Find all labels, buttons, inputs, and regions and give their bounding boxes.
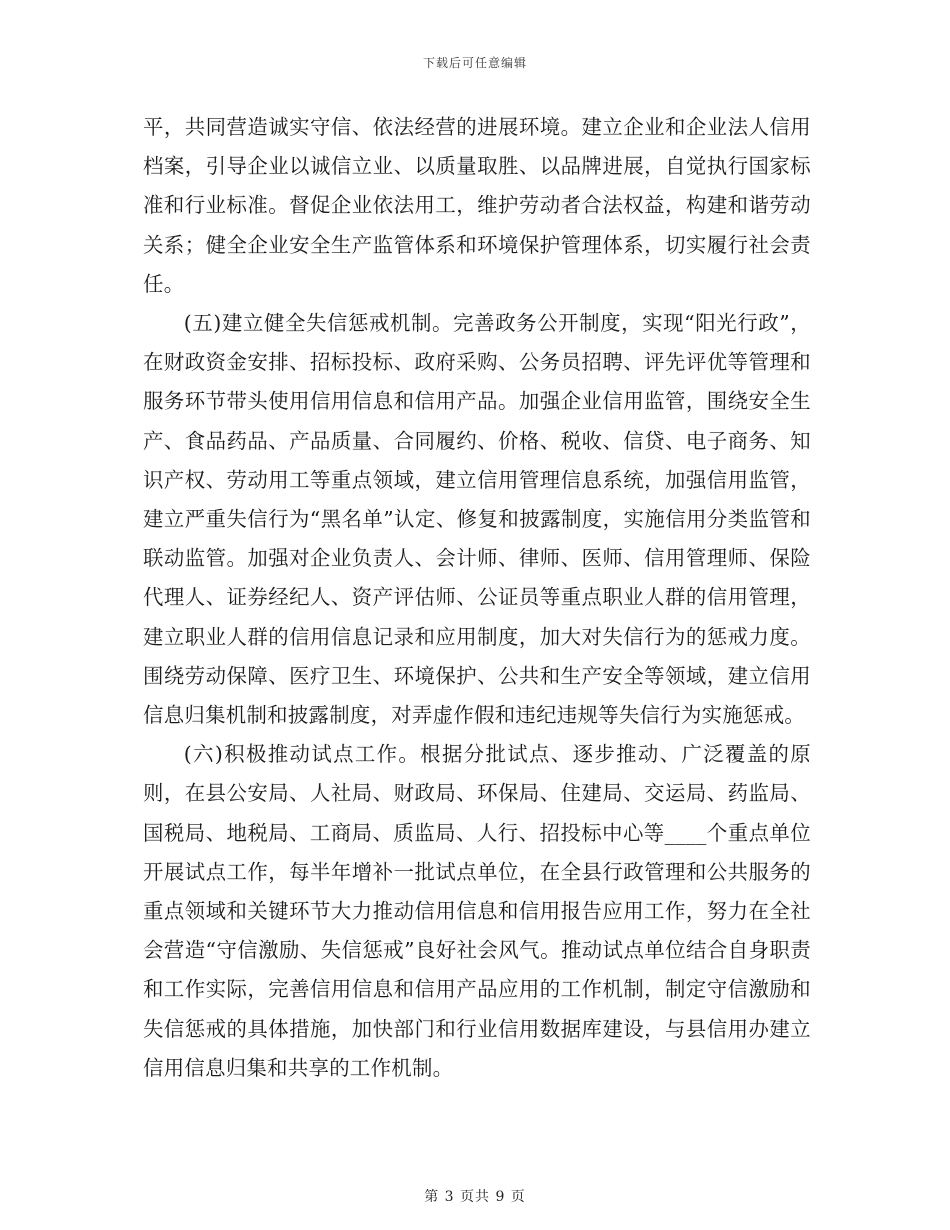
paragraph-section-6: (六)积极推动试点工作。根据分批试点、逐步推动、广泛覆盖的原则，在县公安局、人社局、财政局、环保局、住建局、交运局、药监局、国税局、地税局、工商局、质监局、人行、招投标中心等____个重点单位开展试点工作，每半年增补一批试点单位，在全县行政管理和公共服务的重点领域和关键环节大力推动信用信息和信用报告应用工作，努力在全社会营造“守信激励、失信惩戒”良好社会风气。推动试点单位结合自身职责和工作实际，完善信用信息和信用产品应用的工作机制，制定守信激励和失信惩戒的具体措施，加快部门和行业信用数据库建设，与县信用办建立信用信息归集和共享的工作机制。 xyxy=(143,742,811,1080)
document-body xyxy=(143,108,811,1088)
page-header: 下载后可任意编辑 xyxy=(422,56,527,70)
page-number: 第 3 页共 9 页 xyxy=(424,1189,526,1205)
paragraph-section-5: (五)建立健全失信惩戒机制。完善政务公开制度，实现“阳光行政”，在财政资金安排、招标投标、政府采购、公务员招聘、评先评优等管理和服务环节带头使用信用信息和信用产品。加强企业信用监管，围绕安全生产、食品药品、产品质量、合同履约、价格、税收、信贷、电子商务、知识产权、劳动用工等重点领域，建立信用管理信息系统，加强信用监管，建立严重失信行为“黑名单”认定、修复和披露制度，实施信用分类监管和联动监管。加强对企业负责人、会计师、律师、医师、信用管理师、保险代理人、证券经纪人、资产评估师、公证员等重点职业人群的信用管理，建立职业人群的信用信息记录和应用制度，加大对失信行为的惩戒力度。围绕劳动保障、医疗卫生、环境保护、公共和生产安全等领域，建立信用信息归集机制和披露制度，对弄虚作假和违纪违规等失信行为实施惩戒。 xyxy=(143,311,811,728)
paragraph-continuation: 平，共同营造诚实守信、依法经营的进展环境。建立企业和企业法人信用档案，引导企业以诚信立业、以质量取胜、以品牌进展，自觉执行国家标准和行业标准。督促企业依法用工，维护劳动者合法权益，构建和谐劳动关系；健全企业安全生产监管体系和环境保护管理体系，切实履行社会责任。 xyxy=(143,115,811,296)
